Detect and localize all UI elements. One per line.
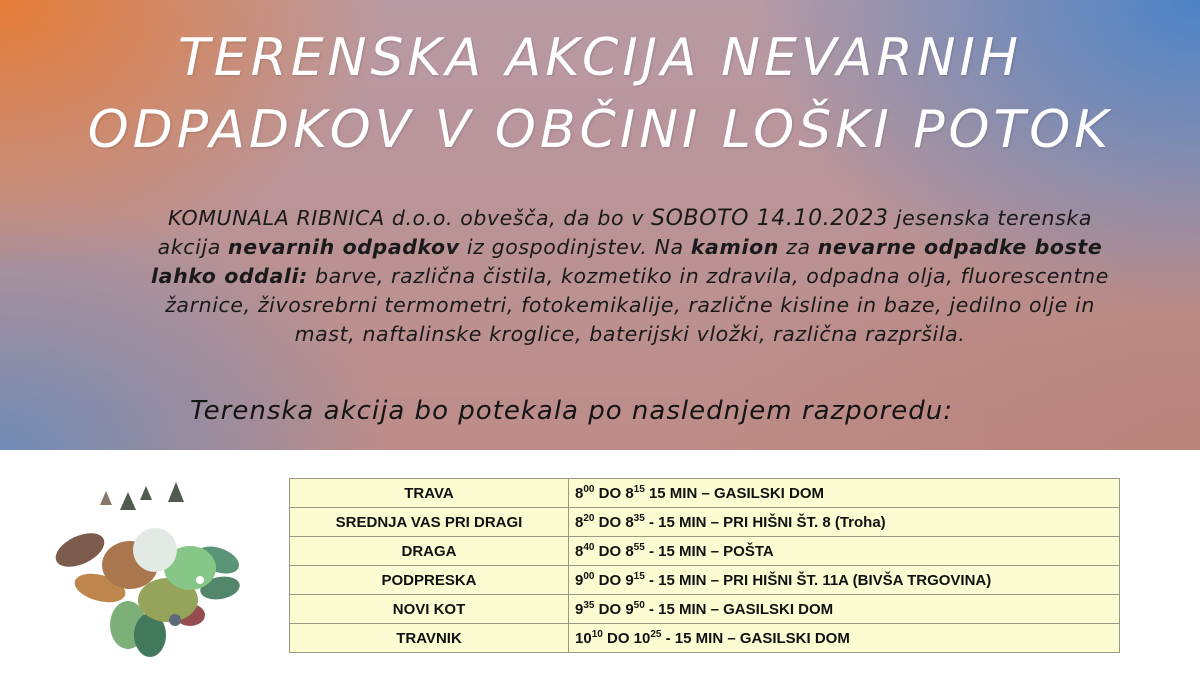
announcement-date: SOBOTO 14.10.2023	[651, 206, 889, 231]
place-cell: DRAGA	[290, 537, 569, 566]
table-row	[290, 566, 1120, 595]
title-line-2: ODPADKOV V OBČINI LOŠKI POTOK	[87, 100, 1113, 160]
time-m2: 25	[650, 629, 662, 640]
place-cell: TRAVA	[290, 479, 569, 508]
time-h2: 8	[625, 514, 634, 531]
time-h1: 8	[575, 485, 584, 502]
table-row	[290, 624, 1120, 653]
leaves-tree-illustration-icon	[40, 470, 250, 665]
announcement-bold: nevarnih odpadkov	[228, 235, 460, 259]
announcement-part: KOMUNALA RIBNICA d.o.o. obvešča, da bo v	[168, 206, 652, 230]
time-h2: 9	[625, 601, 634, 618]
table-row	[290, 537, 1120, 566]
place-cell: NOVI KOT	[290, 595, 569, 624]
table-row	[290, 508, 1120, 537]
time-do: DO	[606, 630, 630, 647]
table-row	[290, 479, 1120, 508]
title-line-1: TERENSKA AKCIJA NEVARNIH	[178, 28, 1022, 88]
announcement-part: barve, različna čistila, kozmetiko in zdravila, odpadna olja, fluorescentne žarnice, živosrebrni termometri, fotokemikalije, različne kisline in baze, jedilno olje in mast, naftalinske kroglice, baterijski vložki, različna razpršila.	[165, 264, 1109, 346]
time-rest: - 15 MIN – PRI HIŠNI ŠT. 8 (Troha)	[648, 514, 886, 531]
time-h1: 9	[575, 572, 584, 589]
time-cell	[569, 624, 1120, 653]
time-rest: 15 MIN – GASILSKI DOM	[648, 485, 824, 502]
table-row	[290, 595, 1120, 624]
time-do: DO	[598, 485, 622, 502]
time-m1: 20	[583, 513, 595, 524]
time-rest: - 15 MIN – GASILSKI DOM	[648, 601, 834, 618]
time-h2: 8	[625, 543, 634, 560]
time-do: DO	[598, 543, 622, 560]
time-h2: 9	[625, 572, 634, 589]
schedule-table	[289, 478, 1120, 653]
announcement-part: jesenska terenska akcija	[157, 206, 1092, 259]
time-cell	[569, 566, 1120, 595]
time-m1: 40	[583, 542, 595, 553]
time-m2: 35	[633, 513, 645, 524]
time-m1: 00	[583, 484, 595, 495]
announcement-bold: kamion	[690, 235, 779, 259]
time-rest: - 15 MIN – GASILSKI DOM	[665, 630, 850, 647]
time-do: DO	[598, 601, 622, 618]
time-h1: 10	[575, 630, 592, 647]
place-cell: PODPRESKA	[290, 566, 569, 595]
time-h1: 8	[575, 514, 584, 531]
time-m2: 50	[633, 600, 645, 611]
time-m2: 15	[633, 571, 645, 582]
time-m1: 35	[583, 600, 595, 611]
time-rest: - 15 MIN – POŠTA	[648, 543, 774, 560]
time-do: DO	[598, 514, 622, 531]
place-cell: SREDNJA VAS PRI DRAGI	[290, 508, 569, 537]
time-m1: 00	[583, 571, 595, 582]
time-cell	[569, 508, 1120, 537]
time-m1: 10	[591, 629, 603, 640]
schedule-intro: Terenska akcija bo potekala po naslednjem razporedu:	[190, 396, 954, 426]
time-cell	[569, 595, 1120, 624]
time-h1: 9	[575, 601, 584, 618]
time-rest: - 15 MIN – PRI HIŠNI ŠT. 11A (BIVŠA TRGOVINA)	[648, 572, 992, 589]
time-m2: 55	[633, 542, 645, 553]
announcement-part: za	[778, 235, 818, 259]
time-h2: 10	[633, 630, 651, 647]
announcement-bold: nevarne odpadke boste lahko oddali:	[151, 235, 1103, 288]
time-do: DO	[598, 572, 622, 589]
time-h1: 8	[575, 543, 584, 560]
announcement-part: iz gospodinjstev. Na	[459, 235, 691, 259]
time-cell	[569, 479, 1120, 508]
time-h2: 8	[625, 485, 634, 502]
time-cell	[569, 537, 1120, 566]
time-m2: 15	[633, 484, 645, 495]
announcement-text	[150, 204, 1110, 349]
place-cell: TRAVNIK	[290, 624, 569, 653]
